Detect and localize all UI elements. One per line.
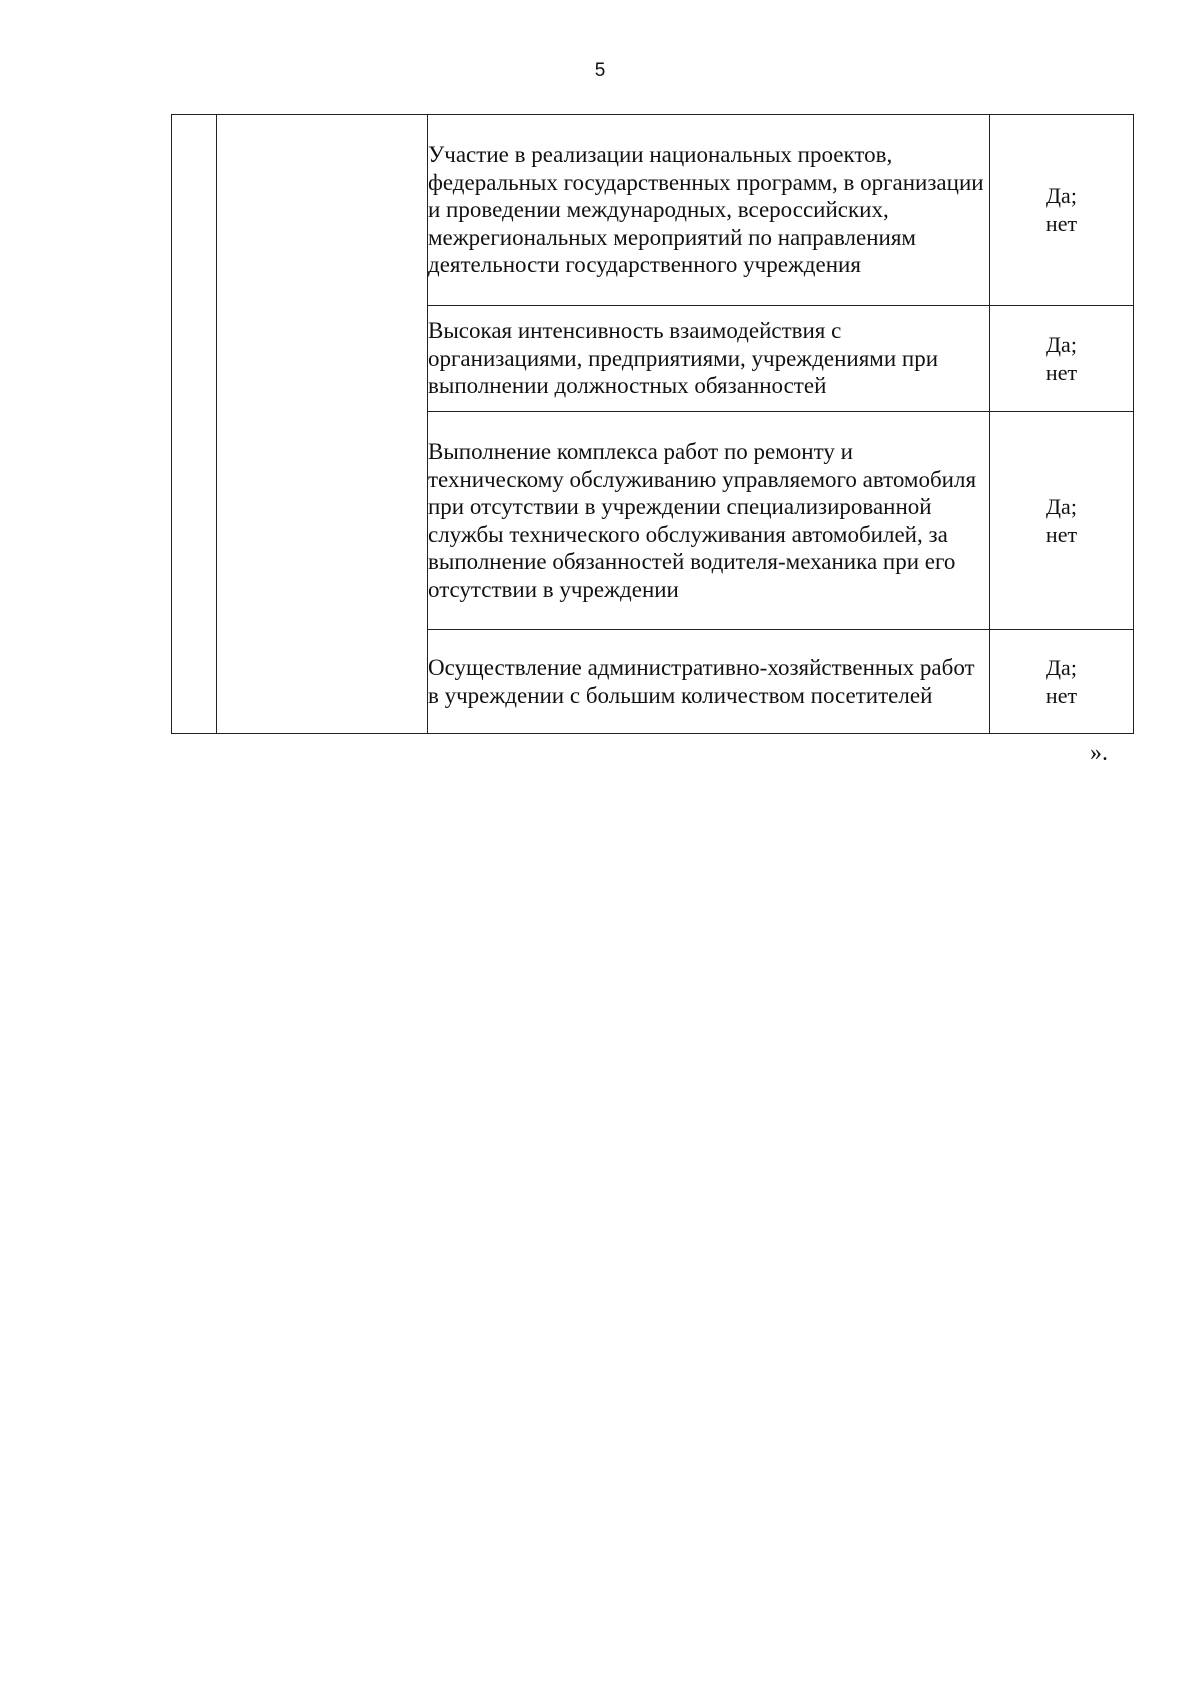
- criterion-description: Участие в реализации национальных проектов, федеральных государственных программ, в организации и проведении международных, всероссийских, межрегиональных мероприятий по направлениям деятельности государственного учреждения: [428, 115, 990, 306]
- criterion-value: [990, 630, 1134, 734]
- value-yes: Да;: [1046, 493, 1077, 519]
- value-no: нет: [1045, 682, 1078, 708]
- criterion-value: [990, 412, 1134, 630]
- value-yes: Да;: [1046, 331, 1077, 357]
- value-yes: Да;: [1046, 654, 1077, 680]
- value-no: нет: [1045, 211, 1078, 236]
- number-column-cell: [172, 115, 217, 734]
- value-no: нет: [1045, 359, 1078, 385]
- criteria-table: [171, 114, 1134, 734]
- position-column-cell: [217, 115, 428, 734]
- value-no: нет: [1045, 521, 1078, 547]
- value-yes: Да;: [1046, 183, 1077, 208]
- table-row: [172, 115, 1134, 306]
- criterion-value: [990, 115, 1134, 306]
- criterion-value: [990, 306, 1134, 412]
- criterion-description: Высокая интенсивность взаимодействия с организациями, предприятиями, учреждениями при выполнении должностных обязанностей: [428, 306, 990, 412]
- page-number: 5: [594, 60, 606, 81]
- criterion-description: Выполнение комплекса работ по ремонту и техническому обслуживанию управляемого автомобиля при отсутствии в учреждении специализированной службы технического обслуживания автомобилей, за выполнение обязанностей водителя-механика при его отсутствии в учреждении: [428, 412, 990, 630]
- closing-quote-mark: ».: [1090, 740, 1108, 766]
- criterion-description: Осуществление административно-хозяйственных работ в учреждении с большим количеством посетителей: [428, 630, 990, 734]
